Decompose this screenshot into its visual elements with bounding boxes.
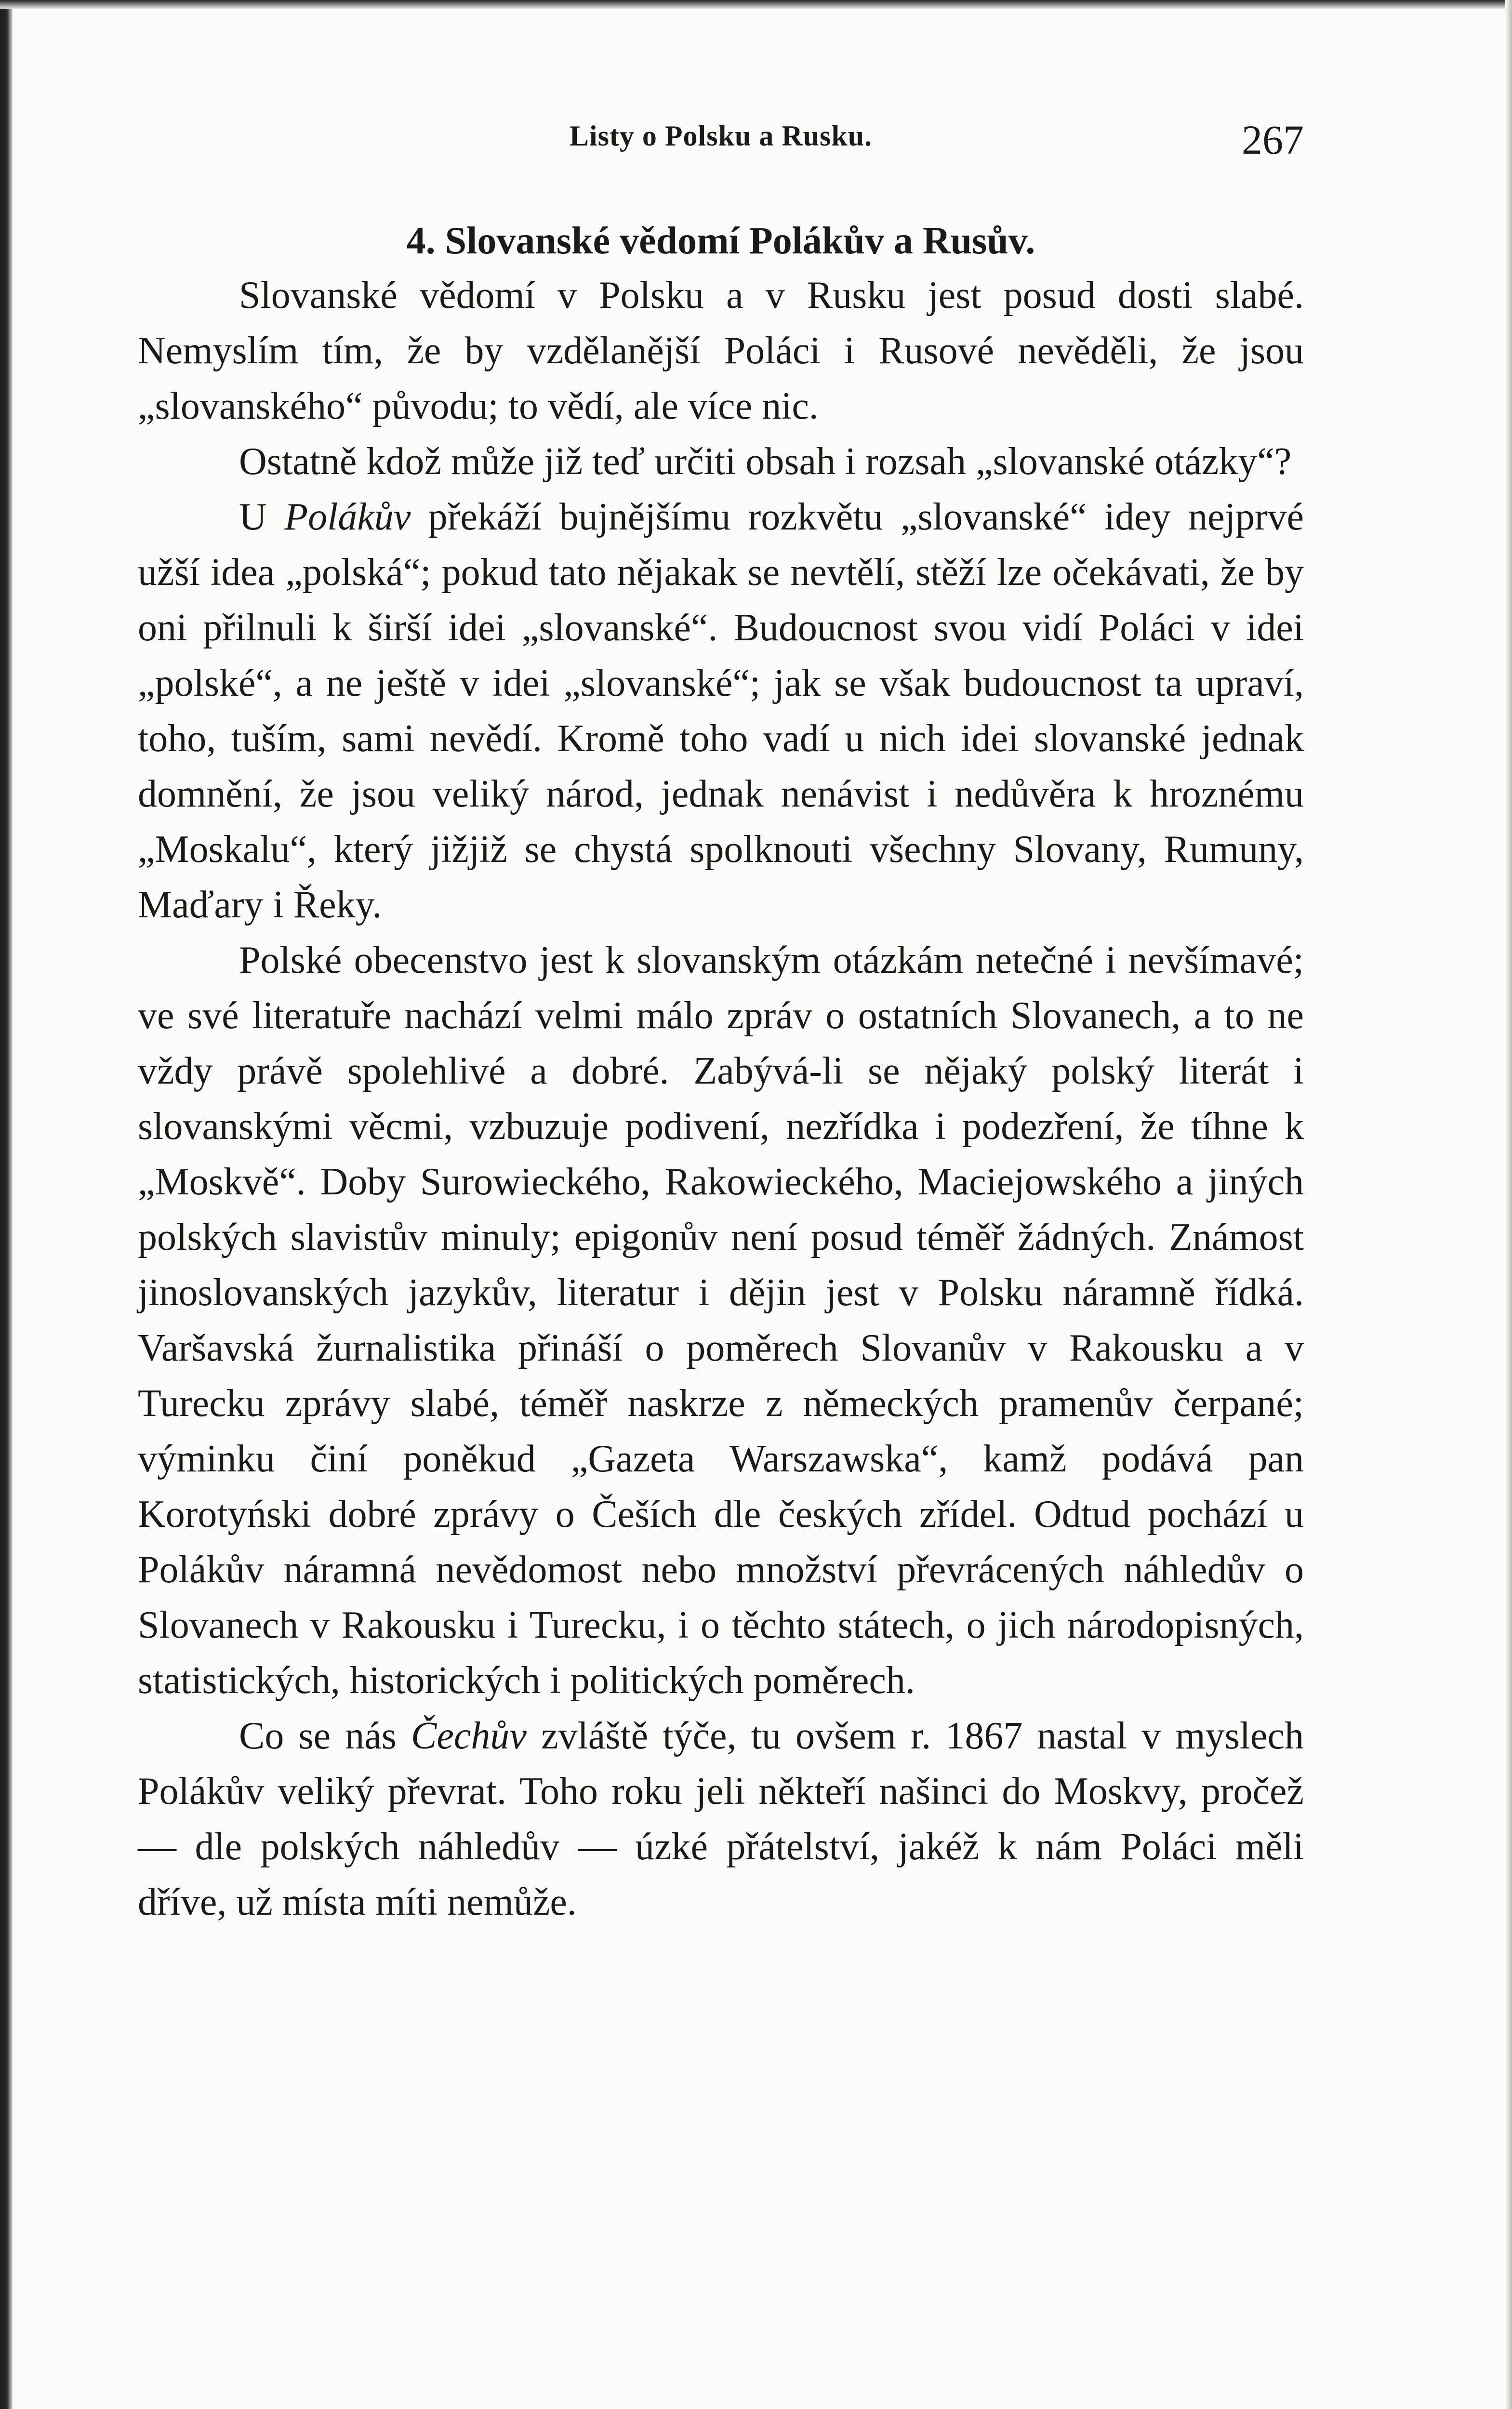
scan-edge-right bbox=[1505, 0, 1512, 2409]
paragraph-5-rest: zvláště týče, tu ovšem r. 1867 nastal v myslech Polákův veliký převrat. Toho roku jeli někteří našinci do Moskvy, pročež — dle polských náhledův — úzké přátelství, jakéž k nám Poláci měli dříve, už místa míti nemůže. bbox=[138, 1715, 1304, 1923]
paragraph-3-italic: Polákův bbox=[284, 496, 411, 538]
paragraph-4: Polské obecenstvo jest k slovanským otázkám netečné i nevšímavé; ve své literatuře nachází velmi málo zpráv o ostatních Slovanech, a to ne vždy právě spolehlivé a dobré. Zabývá-li se nějaký polský literát i slovanskými věcmi, vzbuzuje podivení, nezřídka i podezření, že tíhne k „Moskvě“. Doby Surowieckého, Rakowieckého, Maciejowského a jiných polských slavistův minuly; epigonův není posud téměř žádných. Známost jinoslovanských jazykův, literatur i dějin jest v Polsku náramně řídká. Varšavská žurnalistika přináší o poměrech Slovanův v Rakousku a v Turecku zprávy slabé, téměř naskrze z německých pramenův čerpané; výminku činí poněkud „Gazeta Warszawska“, kamž podává pan Korotyński dobré zprávy o Češích dle českých zřídel. Odtud pochází u Polákův náramná nevědomost nebo množství převrácených náhledův o Slovanech v Rakousku i Turecku, i o těchto státech, o jich národopisných, statistických, historických i politických poměrech. bbox=[138, 939, 1304, 1702]
body-text bbox=[138, 268, 1304, 1930]
page-number: 267 bbox=[1242, 117, 1304, 163]
scan-edge-left bbox=[0, 0, 13, 2409]
paragraph-2: Ostatně kdož může již teď určiti obsah i rozsah „slovanské otázky“? bbox=[239, 440, 1292, 483]
paragraph-5 bbox=[138, 1708, 1304, 1930]
scan-edge-top bbox=[0, 0, 1512, 9]
paragraph-1: Slovanské vědomí v Polsku a v Rusku jest posud dosti slabé. Nemyslím tím, že by vzdělanější Poláci i Rusové nevěděli, že jsou „slovanského“ původu; to vědí, ale více nic. bbox=[138, 274, 1304, 427]
paragraph-3-start: U bbox=[239, 496, 285, 538]
paragraph-5-italic: Čechův bbox=[411, 1715, 527, 1757]
paragraph-3-rest: překáží bujnějšímu rozkvětu „slovanské“ idey nejprvé užší idea „polská“; pokud tato nějakak se nevtělí, stěží lze očekávati, že by oni přilnuli k širší idei „slovanské“. Budoucnost svou vidí Poláci v idei „polské“, a ne ještě v idei „slovanské“; jak se však budoucnost ta upraví, toho, tuším, sami nevědí. Kromě toho vadí u nich idei slovanské jednak domnění, že jsou veliký národ, jednak nenávist i nedůvěra k hroznému „Moskalu“, který jižjiž se chystá spolknouti všechny Slovany, Rumuny, Maďary i Řeky. bbox=[138, 496, 1304, 926]
page-header bbox=[138, 119, 1304, 172]
paragraph-3 bbox=[138, 490, 1304, 933]
paragraph-5-start: Co se nás bbox=[239, 1715, 411, 1757]
running-title: Listy o Polsku a Rusku. bbox=[569, 120, 873, 152]
section-title: 4. Slovanské vědomí Polákův a Rusův. bbox=[406, 220, 1035, 262]
